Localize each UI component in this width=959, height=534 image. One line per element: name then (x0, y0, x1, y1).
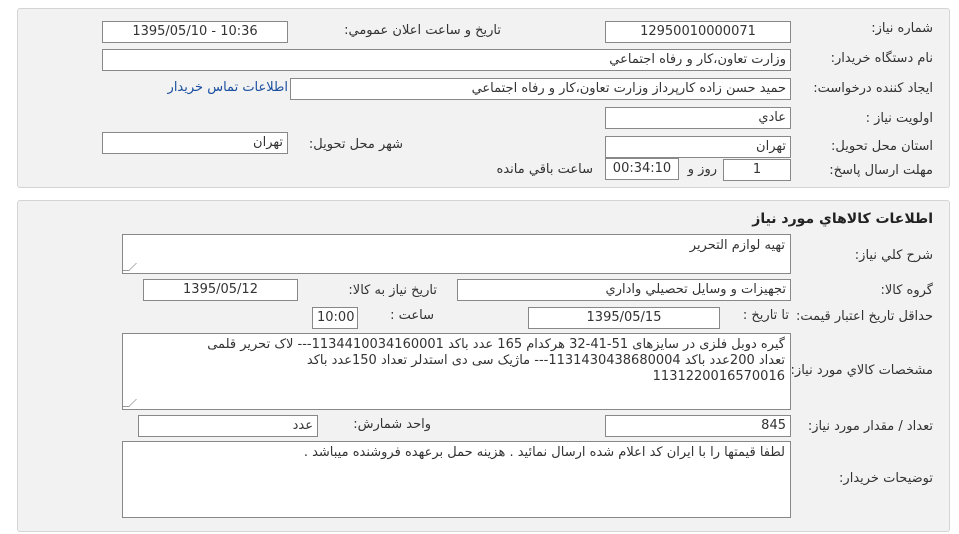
need-info-panel (17, 8, 950, 188)
buyer-org-field: وزارت تعاون،کار و رفاه اجتماعي (102, 49, 791, 71)
group-label: گروه کالا: (880, 283, 933, 298)
time-field: 10:00 (312, 307, 358, 329)
spec-line-1: گيره دوبل فلزی در سایزهای 51-41-32 هرکدام 165 عدد باکد 1134410034160001--- لاک تحریر قلمی (207, 337, 785, 352)
announce-datetime-label: تاريخ و ساعت اعلان عمومي: (344, 23, 501, 38)
requester-label: ايجاد کننده درخواست: (813, 81, 933, 96)
goods-info-panel (17, 200, 950, 532)
summary-text: تهيه لوازم التحرير (689, 238, 785, 253)
resize-handle-icon[interactable] (122, 399, 137, 407)
summary-label: شرح کلي نياز: (854, 248, 933, 263)
city-field: تهران (102, 132, 288, 154)
time-label: ساعت : (390, 308, 434, 323)
spec-line-2: تعداد 200عدد باکد 1131430438680004--- ماژیک سی دی استدلر تعداد 150عدد باکد (306, 353, 785, 368)
goods-section-title: اطلاعات کالاهاي مورد نياز (752, 211, 933, 227)
need-date-field: 1395/05/12 (143, 279, 298, 301)
need-date-label: تاريخ نياز به کالا: (348, 283, 437, 298)
spec-line-3: 1131220016570016 (652, 369, 785, 384)
requester-field: حميد حسن زاده کارپرداز وزارت تعاون،کار و رفاه اجتماعي (290, 78, 791, 100)
buyer-notes-text: لطفا قیمتها را با ایران کد اعلام شده ارسال نمائید . هزینه حمل برعهده فروشنده میباشد . (303, 445, 785, 460)
province-field: تهران (605, 136, 791, 158)
city-label: شهر محل تحويل: (308, 137, 403, 152)
days-word: روز و (687, 162, 717, 177)
buyer-notes-label: توضيحات خريدار: (839, 471, 933, 486)
qty-field: 845 (605, 415, 791, 437)
to-date-label: تا تاريخ : (742, 308, 789, 323)
unit-label: واحد شمارش: (353, 417, 431, 432)
spec-field (122, 333, 791, 410)
buyer-contact-link[interactable]: اطلاعات تماس خريدار (167, 80, 288, 95)
province-label: استان محل تحويل: (831, 139, 933, 154)
to-date-field: 1395/05/15 (528, 307, 720, 329)
priority-label: اولويت نياز : (865, 111, 933, 126)
deadline-label: مهلت ارسال پاسخ: (829, 163, 933, 178)
announce-datetime-field: 1395/05/10 - 10:36 (102, 21, 288, 43)
min-price-date-label: حداقل تاريخ اعتبار قيمت: (795, 309, 933, 324)
unit-field: عدد (138, 415, 318, 437)
priority-field: عادي (605, 107, 791, 129)
group-field: تجهيزات و وسايل تحصيلي واداري (457, 279, 791, 301)
spec-label: مشخصات کالاي مورد نياز: (790, 363, 933, 378)
remaining-word: ساعت باقي مانده (496, 162, 593, 177)
deadline-time-field: 00:34:10 (605, 158, 679, 180)
qty-label: تعداد / مقدار مورد نياز: (807, 419, 933, 434)
need-number-field: 12950010000071 (605, 21, 791, 43)
buyer-notes-field (122, 441, 791, 518)
resize-handle-icon[interactable] (122, 263, 137, 271)
buyer-org-label: نام دستگاه خريدار: (830, 51, 933, 66)
deadline-days-field: 1 (723, 159, 791, 181)
summary-field (122, 234, 791, 274)
need-number-label: شماره نياز: (871, 21, 933, 36)
